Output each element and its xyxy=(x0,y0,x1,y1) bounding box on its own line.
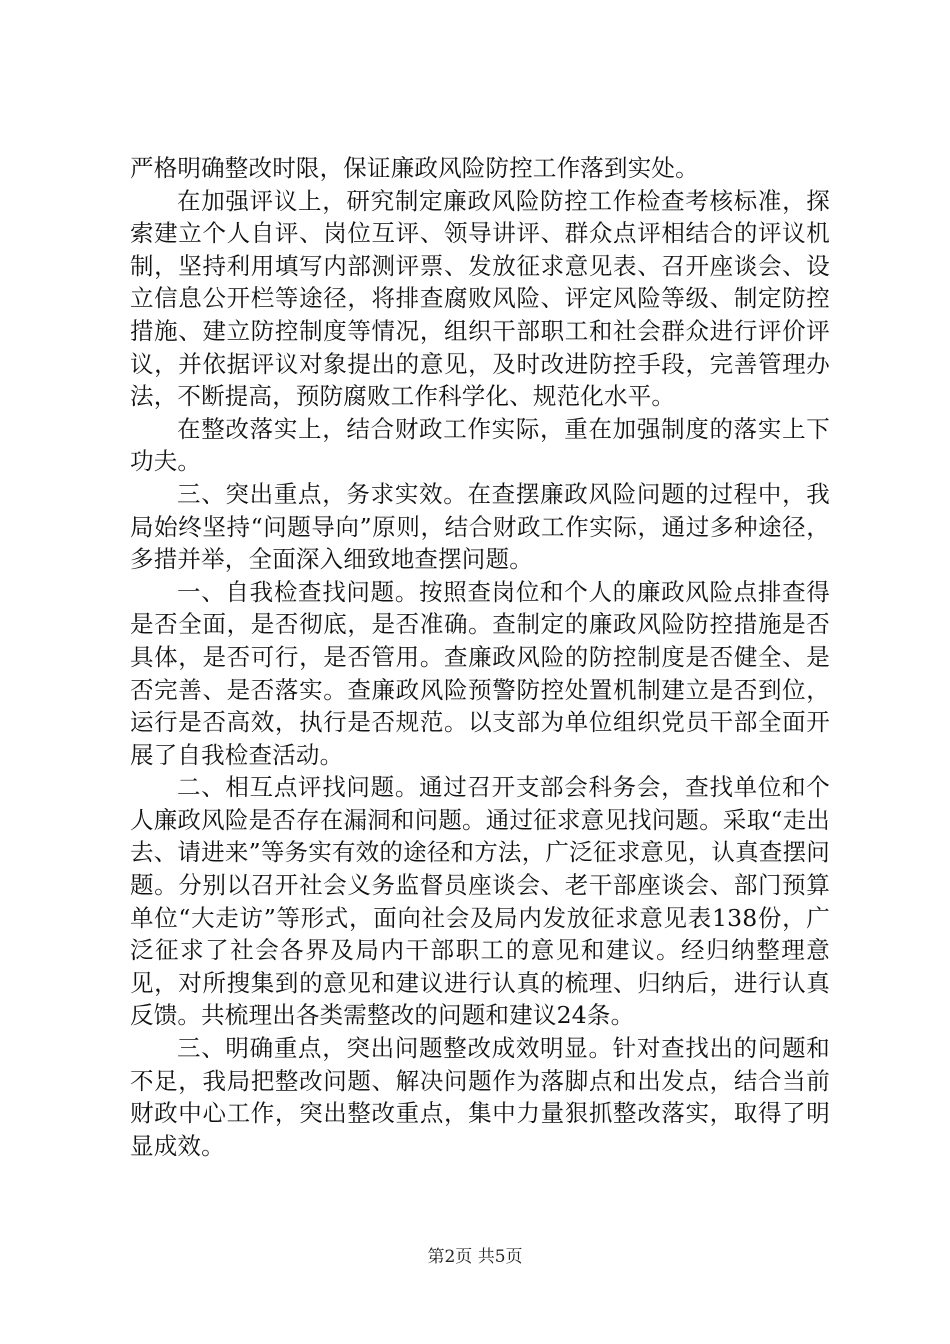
paragraph-key-issues: 三、明确重点，突出问题整改成效明显。针对查找出的问题和不足，我局把整改问题、解决问题作为落脚点和出发点，结合当前财政中心工作，突出整改重点，集中力量狠抓整改落实，取得了明显成效。 xyxy=(130,1034,830,1160)
paragraph-evaluation: 在加强评议上，研究制定廉政风险防控工作检查考核标准，探索建立个人自评、岗位互评、领导讲评、群众点评相结合的评议机制，坚持利用填写内部测评票、发放征求意见表、召开座谈会、设立信息公开栏等途径，将排查腐败风险、评定风险等级、制定防控措施、建立防控制度等情况，组织干部职工和社会群众进行评价评议，并依据评议对象提出的意见，及时改进防控手段，完善管理办法，不断提高，预防腐败工作科学化、规范化水平。 xyxy=(130,186,830,411)
paragraph-rectification: 在整改落实上，结合财政工作实际，重在加强制度的落实上下功夫。 xyxy=(130,414,830,476)
document-body xyxy=(130,152,830,1162)
paragraph-self-check: 一、自我检查找问题。按照查岗位和个人的廉政风险点排查得是否全面，是否彻底，是否准确。查制定的廉政风险防控措施是否具体，是否可行，是否管用。查廉政风险的防控制度是否健全、是否完善、是否落实。查廉政风险预警防控处置机制建立是否到位，运行是否高效，执行是否规范。以支部为单位组织党员干部全面开展了自我检查活动。 xyxy=(130,577,830,769)
paragraph-mutual-review: 二、相互点评找问题。通过召开支部会科务会，查找单位和个人廉政风险是否存在漏洞和问题。通过征求意见找问题。采取“走出去、请进来”等务实有效的途径和方法，广泛征求意见，认真查摆问题。分别以召开社会义务监督员座谈会、老干部座谈会、部门预算单位“大走访”等形式，面向社会及局内发放征求意见表138份，广泛征求了社会各界及局内干部职工的意见和建议。经归纳整理意见，对所搜集到的意见和建议进行认真的梳理、归纳后，进行认真反馈。共梳理出各类需整改的问题和建议24条。 xyxy=(130,773,830,1030)
paragraph-focus: 三、突出重点，务求实效。在查摆廉政风险问题的过程中，我局始终坚持“问题导向”原则，结合财政工作实际，通过多种途径，多措并举，全面深入细致地查摆问题。 xyxy=(130,479,830,574)
page-number-footer: 第2页 共5页 xyxy=(427,1247,523,1267)
paragraph-continuation: 严格明确整改时限，保证廉政风险防控工作落到实处。 xyxy=(130,154,699,182)
